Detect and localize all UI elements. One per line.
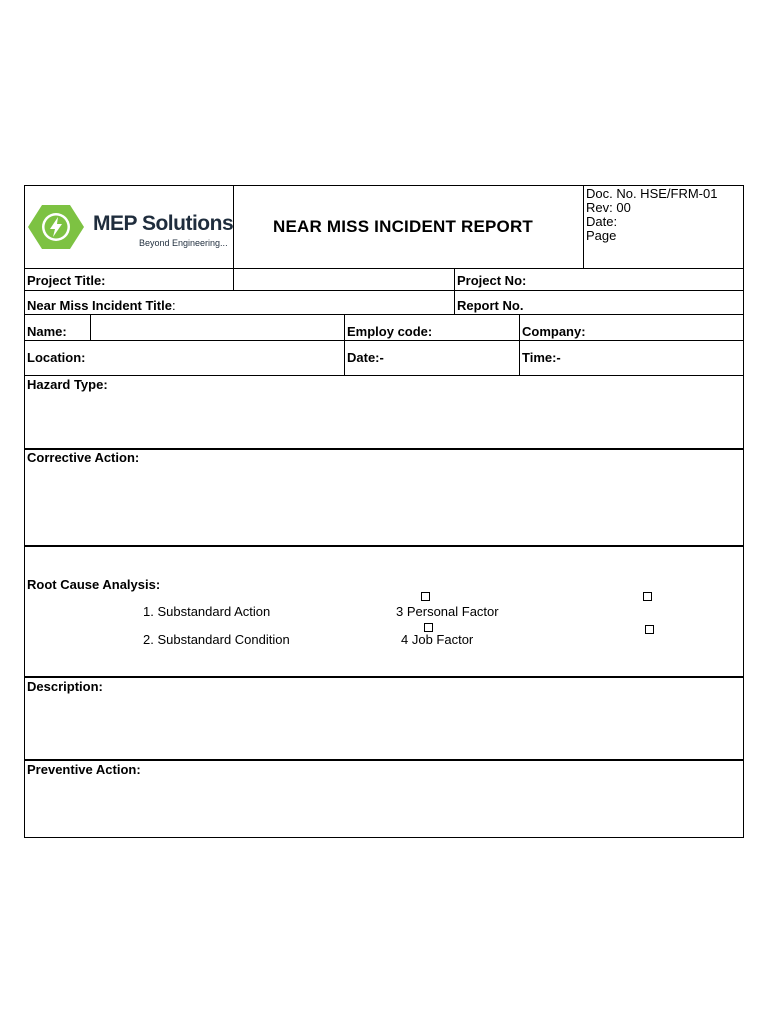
doc-info <box>586 187 717 243</box>
doc-date: Date: <box>586 214 618 229</box>
company-label: Company: <box>522 324 586 339</box>
report-no-label: Report No. <box>457 298 524 313</box>
hazard-type-label: Hazard Type: <box>27 377 108 392</box>
project-title-label: Project Title: <box>27 273 106 288</box>
col-divider <box>90 314 91 340</box>
root-cause-option-2: 2. Substandard Condition <box>143 632 290 647</box>
page-number: Page <box>586 228 617 243</box>
brand-tagline: Beyond Engineering... <box>139 238 228 248</box>
brand-name: MEP Solutions <box>93 212 234 235</box>
col-divider <box>233 186 234 290</box>
preventive-action-label: Preventive Action: <box>27 762 141 777</box>
form-title: NEAR MISS INCIDENT REPORT <box>273 217 534 236</box>
lightning-bolt-hexagon-icon <box>27 203 85 251</box>
option-3-checkbox[interactable] <box>421 592 430 601</box>
near-miss-form <box>24 185 744 838</box>
option-4-checkbox[interactable] <box>424 623 433 632</box>
col-divider <box>519 314 520 375</box>
col-divider <box>583 186 584 268</box>
root-cause-option-1: 1. Substandard Action <box>143 604 271 619</box>
row-divider <box>25 375 743 376</box>
date-label: Date:- <box>347 350 384 365</box>
row-divider <box>25 759 743 761</box>
option-4-alt-checkbox[interactable] <box>645 625 654 634</box>
col-divider <box>344 314 345 375</box>
description-label: Description: <box>27 679 103 694</box>
location-label: Location: <box>27 350 86 365</box>
row-divider <box>25 340 743 341</box>
incident-title-text: Near Miss Incident Title <box>27 298 172 313</box>
project-no-label: Project No: <box>457 273 527 288</box>
corrective-action-label: Corrective Action: <box>27 450 140 465</box>
row-divider <box>25 545 743 547</box>
root-cause-option-3: 3 Personal Factor <box>396 604 499 619</box>
incident-title-colon: : <box>171 298 176 313</box>
root-cause-label: Root Cause Analysis: <box>27 577 161 592</box>
row-divider <box>25 290 743 291</box>
incident-title-label <box>27 298 176 313</box>
doc-number: Doc. No. HSE/FRM-01 <box>586 186 718 201</box>
name-label: Name: <box>27 324 67 339</box>
revision: Rev: 00 <box>586 200 631 215</box>
row-divider <box>25 268 743 269</box>
employ-code-label: Employ code: <box>347 324 433 339</box>
row-divider <box>25 314 743 315</box>
option-3-alt-checkbox[interactable] <box>643 592 652 601</box>
row-divider <box>25 676 743 678</box>
col-divider <box>454 268 455 314</box>
company-logo <box>27 203 232 251</box>
time-label: Time:- <box>522 350 561 365</box>
root-cause-option-4: 4 Job Factor <box>401 632 474 647</box>
